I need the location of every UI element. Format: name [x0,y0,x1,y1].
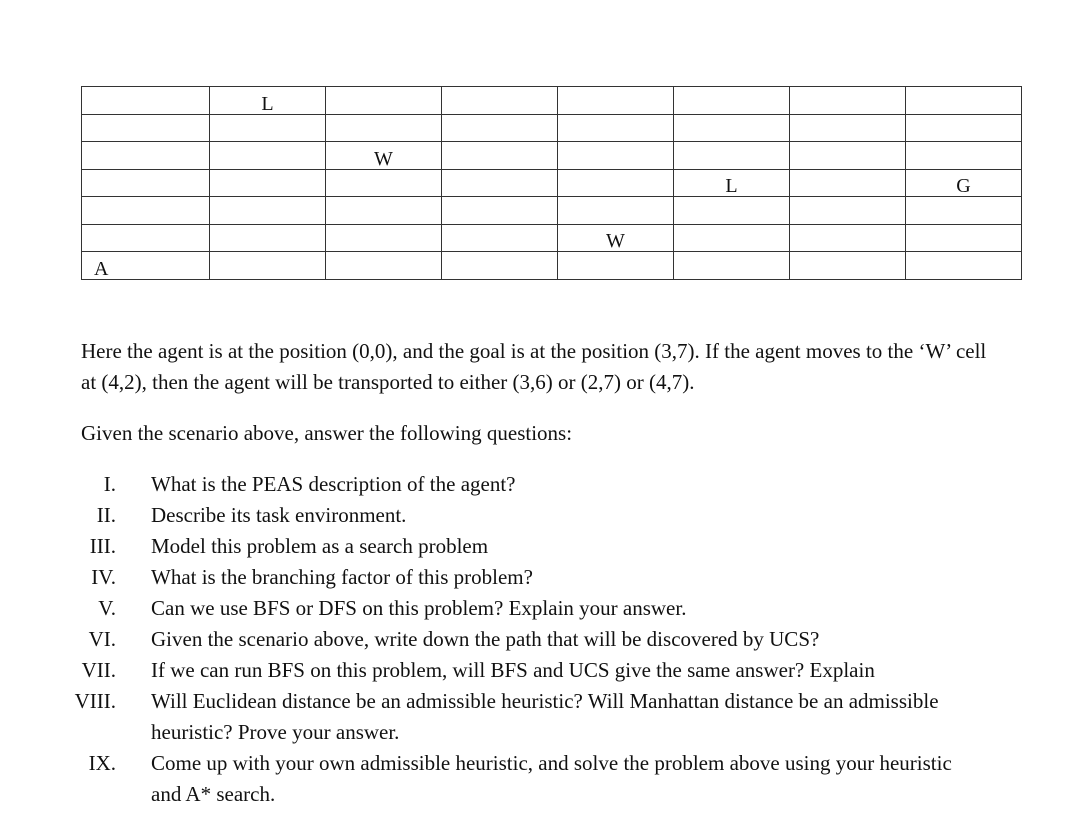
grid-cell [906,197,1022,225]
question-number: V. [98,596,116,620]
question-number: I. [103,472,116,496]
question-number: VII. [81,658,116,682]
question-item [70,593,980,624]
grid-cell-l: L [210,87,326,115]
question-number: VI. [88,627,116,651]
grid-cell-a: A [82,252,210,280]
question-item [70,748,980,810]
grid-cell [82,197,210,225]
question-text: Can we use BFS or DFS on this problem? Explain your answer. [151,596,687,620]
question-text: Will Euclidean distance be an admissible heuristic? Will Manhattan distance be an admissible heuristic? Prove your answer. [151,689,939,744]
grid-cell [906,142,1022,170]
grid-cell [210,197,326,225]
grid-cell [326,197,442,225]
grid-cell [210,169,326,197]
grid-cell [790,197,906,225]
grid-cell [82,114,210,142]
question-text: If we can run BFS on this problem, will BFS and UCS give the same answer? Explain [151,658,875,682]
question-item [70,531,980,562]
grid-cell-g: G [906,169,1022,197]
grid-cell [326,224,442,252]
grid-cell [442,114,558,142]
grid-cell [210,142,326,170]
grid-row [82,252,1022,280]
grid-cell [790,87,906,115]
grid-row [82,87,1022,115]
grid-cell [326,87,442,115]
grid-cell [558,252,674,280]
grid-cell [326,252,442,280]
grid-cell [82,169,210,197]
questions-prompt: Given the scenario above, answer the following questions: [81,421,573,445]
grid-cell [790,114,906,142]
grid-cell [210,224,326,252]
question-number: II. [96,503,116,527]
question-text: Come up with your own admissible heuristic, and solve the problem above using your heuristic and A* search. [151,751,952,806]
grid-cell [558,114,674,142]
question-item [70,686,980,748]
grid-row [82,169,1022,197]
grid-cell [674,114,790,142]
question-list [70,469,980,810]
question-number: IV. [91,565,116,589]
grid-cell [674,142,790,170]
grid-row [82,224,1022,252]
grid-cell [442,169,558,197]
question-item [70,500,980,531]
grid-cell [674,224,790,252]
question-number: VIII. [74,689,116,713]
grid-cell [326,114,442,142]
grid-cell [674,252,790,280]
grid-cell-w: W [558,224,674,252]
grid-cell [558,87,674,115]
grid-cell-w: W [326,142,442,170]
question-text: Given the scenario above, write down the path that will be discovered by UCS? [151,627,820,651]
grid-cell [558,197,674,225]
question-item [70,469,980,500]
grid-cell [442,197,558,225]
grid-cell [82,87,210,115]
grid-cell [790,224,906,252]
question-text: Describe its task environment. [151,503,407,527]
grid-row [82,114,1022,142]
question-text: What is the branching factor of this problem? [151,565,533,589]
grid-cell [326,169,442,197]
grid-cell [82,224,210,252]
question-number: IX. [88,751,116,775]
grid-cell [906,252,1022,280]
grid-row [82,142,1022,170]
grid-cell [442,87,558,115]
question-text: Model this problem as a search problem [151,534,489,558]
question-item [70,562,980,593]
question-number: III. [89,534,116,558]
grid-cell [674,87,790,115]
scenario-description: Here the agent is at the position (0,0), and the goal is at the position (3,7). If the agent moves to the ‘W’ cell at (4,2), then the agent will be transported to either (3,6) or (2,7) or (4,7). [81,339,987,394]
grid-cell [906,87,1022,115]
grid-cell [790,142,906,170]
grid-cell [210,252,326,280]
grid-world-table [81,86,1022,280]
question-item [70,624,980,655]
grid-cell [906,224,1022,252]
grid-cell [674,197,790,225]
grid-cell-l: L [674,169,790,197]
grid-cell [790,169,906,197]
grid-cell [790,252,906,280]
question-item [70,655,980,686]
question-text: What is the PEAS description of the agent? [151,472,516,496]
grid-cell [558,142,674,170]
grid-cell [82,142,210,170]
grid-cell [442,224,558,252]
grid-cell [442,142,558,170]
grid-row [82,197,1022,225]
grid-cell [906,114,1022,142]
grid-cell [442,252,558,280]
grid-cell [558,169,674,197]
grid-cell [210,114,326,142]
